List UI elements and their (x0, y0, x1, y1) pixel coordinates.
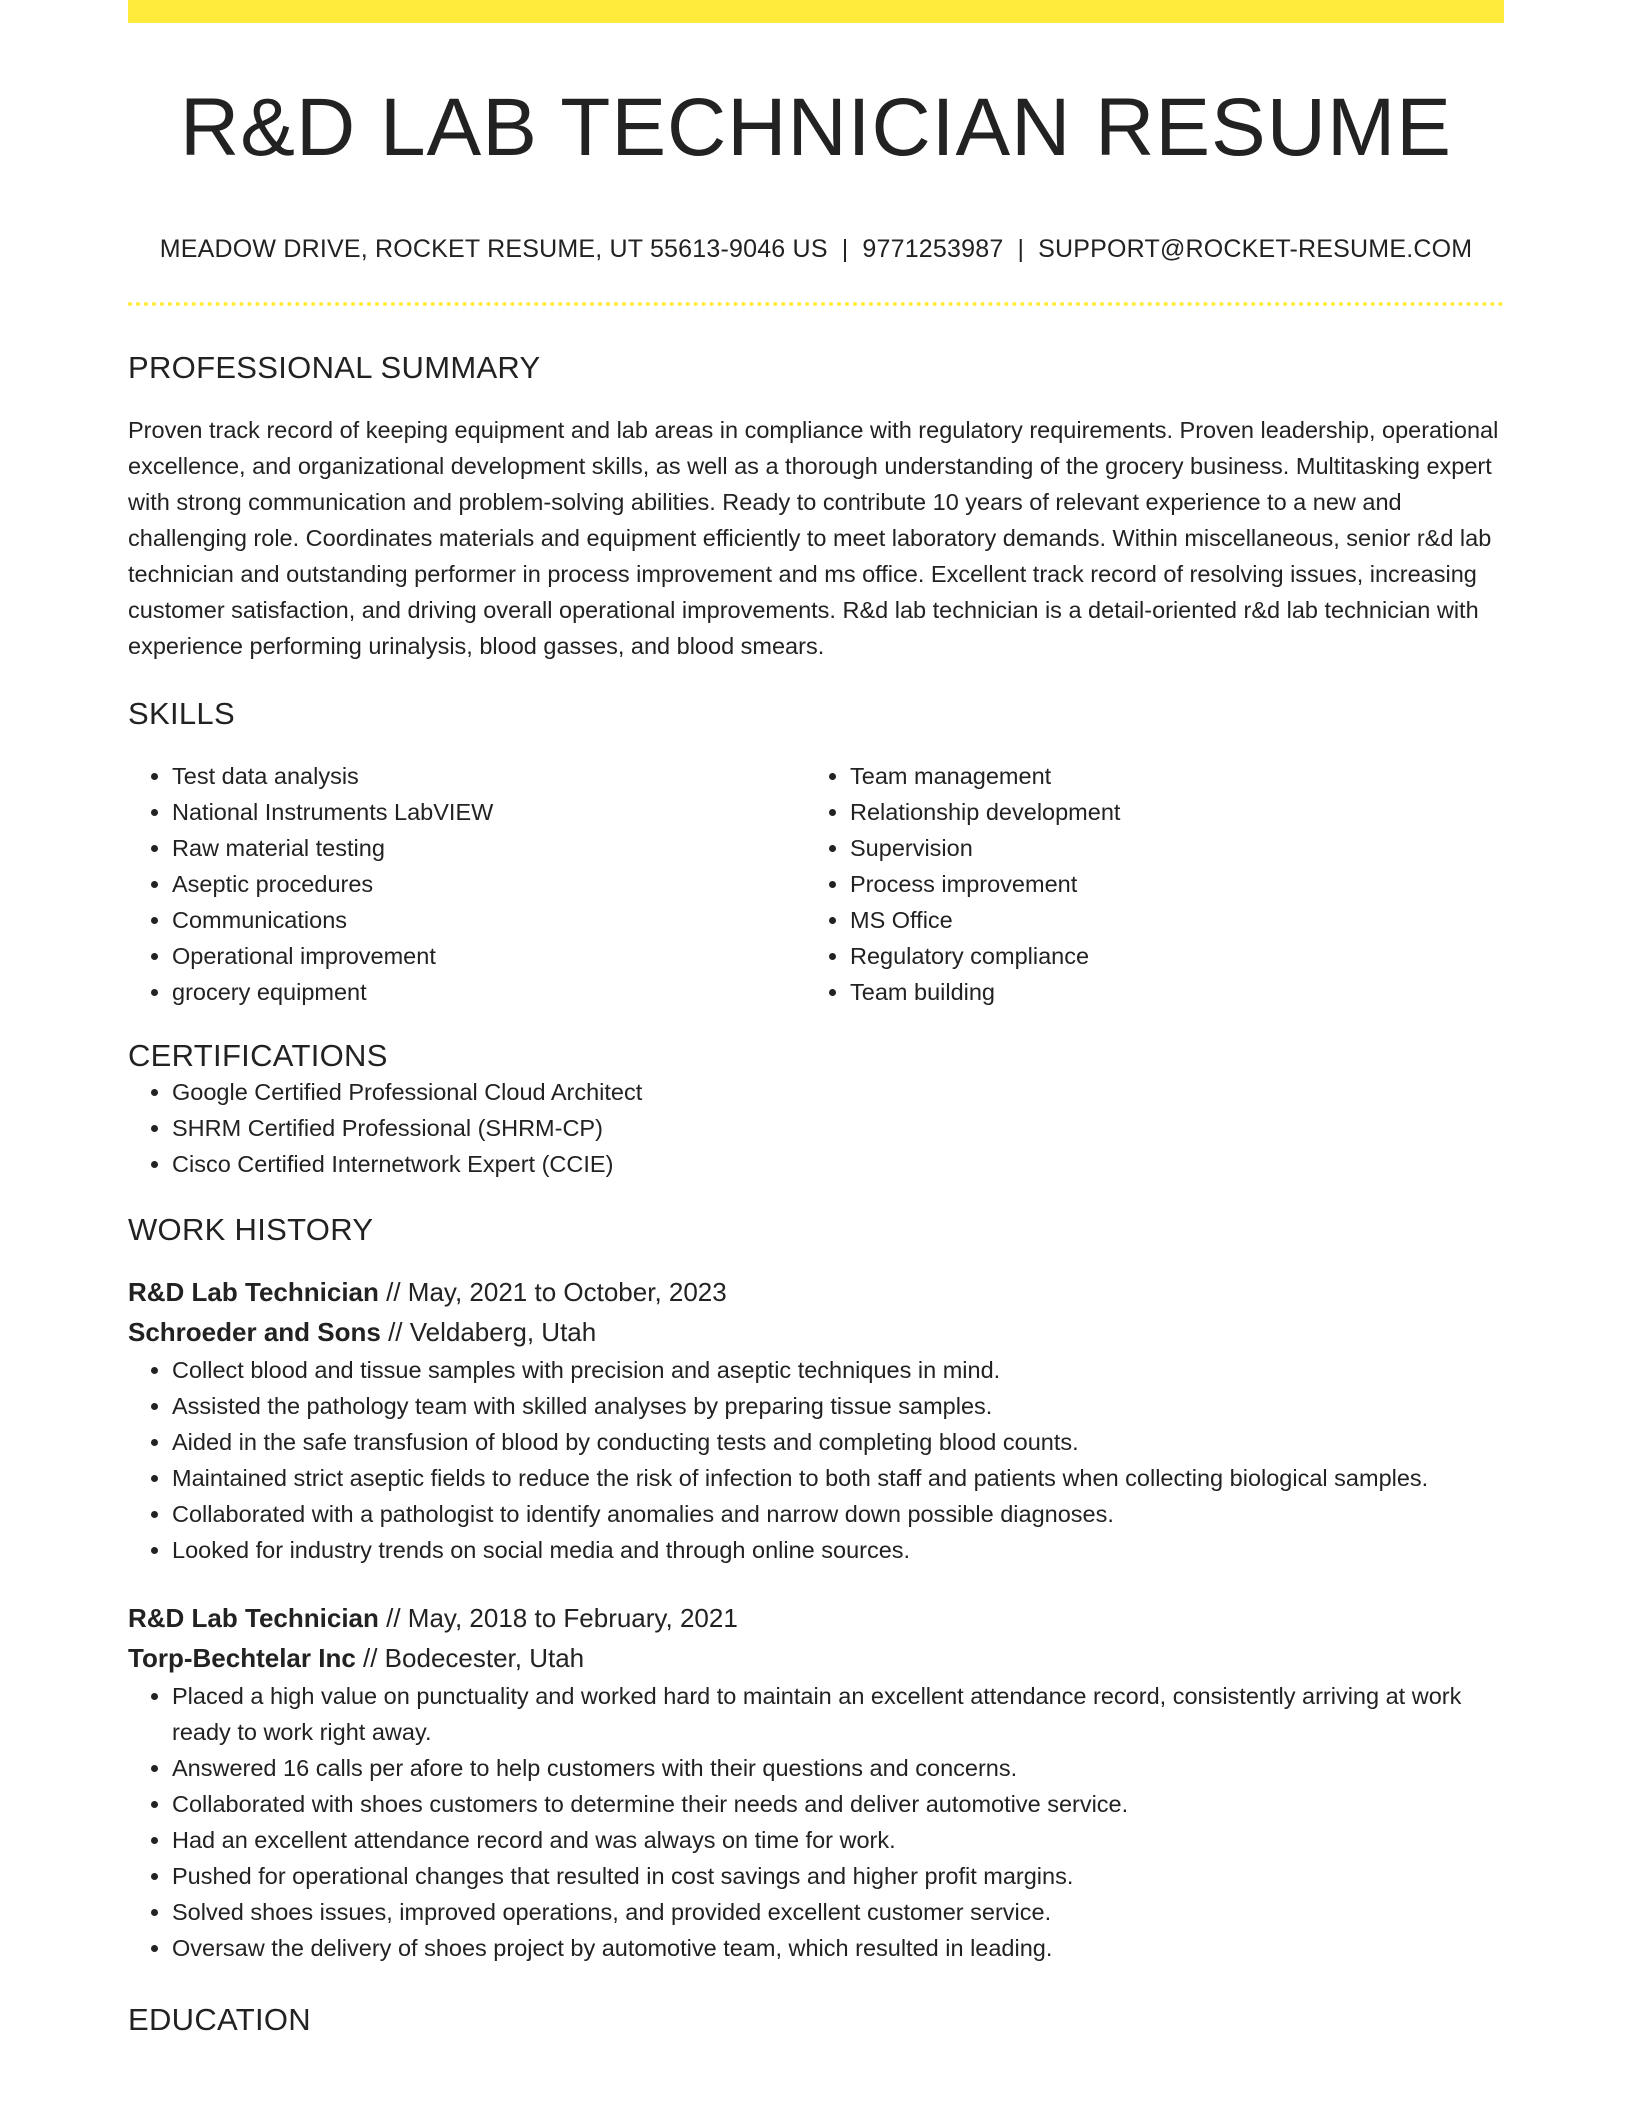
job-location: // Bodecester, Utah (355, 1643, 585, 1674)
job-duty-item: • Answered 16 calls per afore to help customers with their questions and concerns. (172, 1750, 1504, 1786)
skill-item: • MS Office (850, 902, 1484, 938)
education-heading: EDUCATION (128, 2002, 311, 2038)
contact-email: SUPPORT@ROCKET-RESUME.COM (1038, 235, 1473, 264)
skills-heading: SKILLS (128, 696, 235, 732)
dotted-divider (128, 302, 1504, 306)
skill-item: • Aseptic procedures (172, 866, 806, 902)
skill-item: • Supervision (850, 830, 1484, 866)
job-location: // Veldaberg, Utah (380, 1317, 597, 1348)
job-company-line (128, 1312, 1504, 1352)
certifications-list (128, 1074, 1504, 1182)
work-history-heading: WORK HISTORY (128, 1212, 374, 1248)
job-duty-item: • Solved shoes issues, improved operations, and provided excellent customer service. (172, 1894, 1504, 1930)
job-company: Schroeder and Sons (128, 1317, 381, 1348)
certification-item: • Google Certified Professional Cloud Architect (172, 1074, 1504, 1110)
skill-item: • Process improvement (850, 866, 1484, 902)
job-duty-item: • Oversaw the delivery of shoes project by automotive team, which resulted in leading. (172, 1930, 1504, 1966)
job-company-line (128, 1638, 1504, 1678)
job-duty-item: • Pushed for operational changes that resulted in cost savings and higher profit margins. (172, 1858, 1504, 1894)
skills-list-right (806, 758, 1484, 1010)
job-title-line (128, 1598, 1504, 1638)
skills-grid (128, 758, 1504, 1010)
resume-page (128, 0, 1504, 2038)
skill-item: • Operational improvement (172, 938, 806, 974)
job-duties-list (128, 1678, 1504, 1966)
job-entry (128, 1272, 1504, 1568)
contact-phone: 9771253987 (862, 235, 1004, 264)
summary-text: Proven track record of keeping equipment and lab areas in compliance with regulatory requirements. Proven leadership, operational excellence, and organizational development skills, as well as a thorough understanding of the grocery business. Multitasking expert with strong communication and problem-solving abilities. Ready to contribute 10 years of relevant experience to a new and challenging role. Coordinates materials and equipment efficiently to meet laboratory demands. Within miscellaneous, senior r&d lab technician and outstanding performer in process improvement and ms office. Excellent track record of resolving issues, increasing customer satisfaction, and driving overall operational improvements. R&d lab technician is a detail-oriented r&d lab technician with experience performing urinalysis, blood gasses, and blood smears. (128, 417, 1499, 660)
contact-line (128, 235, 1504, 264)
skill-item: • Raw material testing (172, 830, 806, 866)
skills-column-right (806, 758, 1484, 1010)
job-duty-item: • Maintained strict aseptic fields to reduce the risk of infection to both staff and patients when collecting biological samples. (172, 1460, 1504, 1496)
job-dates: // May, 2018 to February, 2021 (378, 1603, 738, 1634)
certification-item: • Cisco Certified Internetwork Expert (CCIE) (172, 1146, 1504, 1182)
skill-item: • Communications (172, 902, 806, 938)
certifications-heading: CERTIFICATIONS (128, 1038, 388, 1074)
job-duty-item: • Looked for industry trends on social media and through online sources. (172, 1532, 1504, 1568)
certification-item: • SHRM Certified Professional (SHRM-CP) (172, 1110, 1504, 1146)
skill-item: • Test data analysis (172, 758, 806, 794)
job-duty-item: • Placed a high value on punctuality and worked hard to maintain an excellent attendance record, consistently arriving at work ready to work right away. (172, 1678, 1504, 1750)
job-duties-list (128, 1352, 1504, 1568)
job-duty-item: • Aided in the safe transfusion of blood by conducting tests and completing blood counts. (172, 1424, 1504, 1460)
job-duty-item: • Collect blood and tissue samples with precision and aseptic techniques in mind. (172, 1352, 1504, 1388)
contact-address: MEADOW DRIVE, ROCKET RESUME, UT 55613-9046 US (159, 235, 828, 264)
skill-item: • Team management (850, 758, 1484, 794)
skill-item: • Regulatory compliance (850, 938, 1484, 974)
contact-separator: | (841, 235, 849, 264)
contact-separator: | (1017, 235, 1025, 264)
skill-item: • Relationship development (850, 794, 1484, 830)
skill-item: • Team building (850, 974, 1484, 1010)
summary-heading: PROFESSIONAL SUMMARY (128, 350, 541, 386)
job-dates: // May, 2021 to October, 2023 (378, 1277, 727, 1308)
job-duty-item: • Assisted the pathology team with skilled analyses by preparing tissue samples. (172, 1388, 1504, 1424)
resume-title: R&D LAB TECHNICIAN RESUME (180, 82, 1452, 173)
skill-item: • National Instruments LabVIEW (172, 794, 806, 830)
job-duty-item: • Had an excellent attendance record and was always on time for work. (172, 1822, 1504, 1858)
skills-column-left (128, 758, 806, 1010)
job-duty-item: • Collaborated with a pathologist to identify anomalies and narrow down possible diagnoses. (172, 1496, 1504, 1532)
job-duty-item: • Collaborated with shoes customers to determine their needs and deliver automotive service. (172, 1786, 1504, 1822)
job-entry (128, 1598, 1504, 1966)
job-title: R&D Lab Technician (128, 1603, 379, 1634)
job-title-line (128, 1272, 1504, 1312)
skill-item: • grocery equipment (172, 974, 806, 1010)
job-title: R&D Lab Technician (128, 1277, 379, 1308)
accent-top-bar (128, 0, 1504, 23)
job-company: Torp-Bechtelar Inc (128, 1643, 356, 1674)
skills-list-left (128, 758, 806, 1010)
